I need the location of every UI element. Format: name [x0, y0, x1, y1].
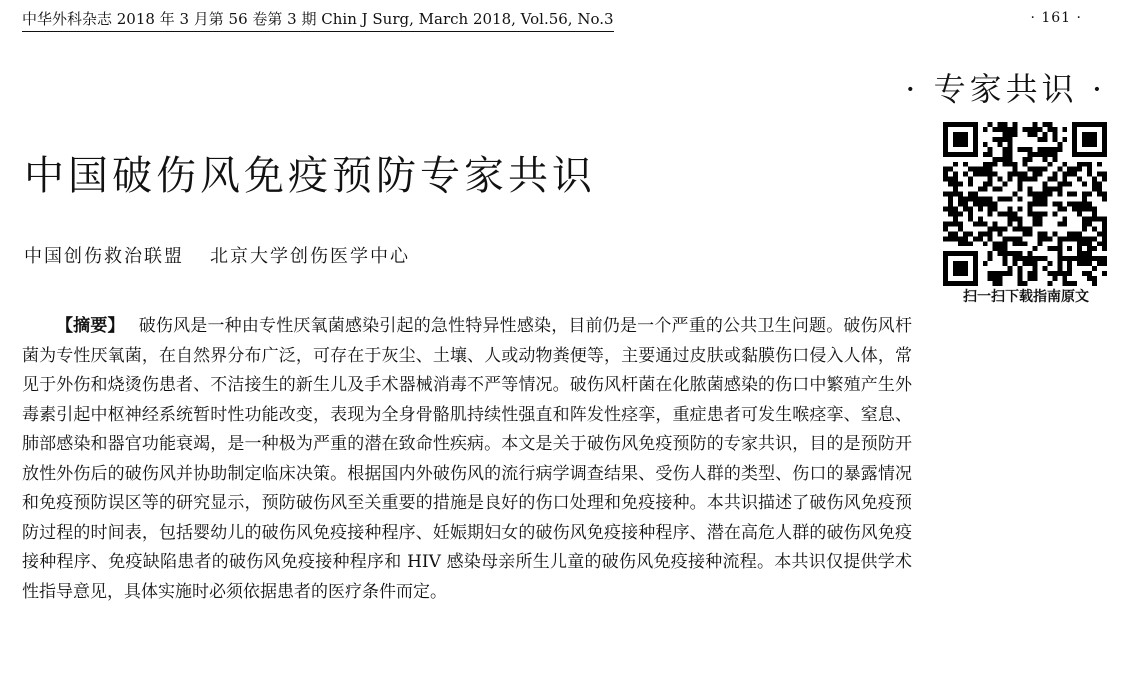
page-number: · 161 ·: [1030, 10, 1082, 26]
abstract-text: 破伤风是一种由专性厌氧菌感染引起的急性特异性感染，目前仍是一个严重的公共卫生问题。破伤风杆菌为专性厌氧菌，在自然界分布广泛，可存在于灰尘、土壤、人或动物粪便等，主要通过皮肤或黏膜伤口侵入人体，常见于外伤和烧烫伤患者、不洁接生的新生儿及手术器械消毒不严等情况。破伤风杆菌在化脓菌感染的伤口中繁殖产生外毒素引起中枢神经系统暂时性功能改变，表现为全身骨骼肌持续性强直和阵发性痉挛，重症患者可发生喉痉挛、窒息、肺部感染和器官功能衰竭，是一种极为严重的潜在致命性疾病。本文是关于破伤风免疫预防的专家共识，目的是预防开放性外伤后的破伤风并协助制定临床决策。根据国内外破伤风的流行病学调查结果、受伤人群的类型、伤口的暴露情况和免疫预防误区等的研究显示，预防破伤风至关重要的措施是良好的伤口处理和免疫接种。本共识描述了破伤风免疫预防过程的时间表，包括婴幼儿的破伤风免疫接种程序、妊娠期妇女的破伤风免疫接种程序、潜在高危人群的破伤风免疫接种程序、免疫缺陷患者的破伤风免疫接种程序和 HIV 感染母亲所生儿童的破伤风免疫接种流程。本共识仅提供学术性指导意见，具体实施时必须依据患者的医疗条件而定。: [22, 316, 912, 602]
article-title: 中国破伤风免疫预防专家共识: [24, 153, 596, 199]
author-affiliation: 中国创伤救治联盟: [24, 246, 184, 267]
author-affiliation: 北京大学创伤医学中心: [210, 246, 410, 267]
qr-code[interactable]: [943, 122, 1107, 286]
qr-caption: 扫一扫下载指南原文: [963, 289, 1089, 305]
journal-header: 中华外科杂志 2018 年 3 月第 56 卷第 3 期 Chin J Surg, March 2018, Vol.56, No.3: [22, 8, 614, 32]
abstract-label: 【摘要】: [56, 316, 125, 336]
abstract: [22, 312, 912, 607]
author-affiliations: [24, 242, 410, 268]
section-label: · 专家共识 ·: [905, 70, 1106, 108]
